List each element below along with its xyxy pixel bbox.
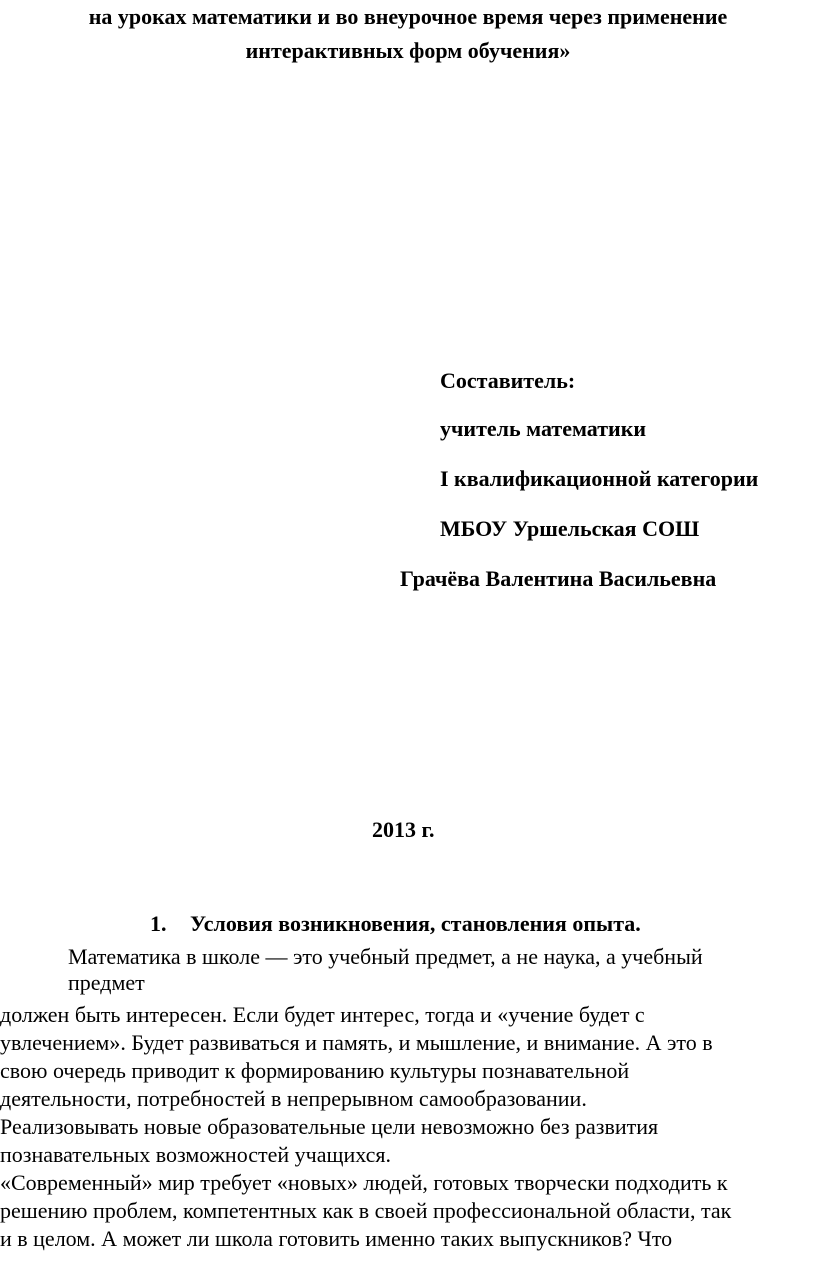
section-title: Условия возникновения, становления опыта. [190,911,641,936]
author-name: Грачёва Валентина Васильевна [400,566,717,591]
body-line: и в целом. А может ли школа готовить именно таких выпускников? Что [0,1226,673,1251]
author-role: учитель математики [440,416,647,441]
body-line: «Современный» мир требует «новых» людей, готовых творчески подходить к [0,1170,728,1195]
body-line: решению проблем, компетентных как в своей профессиональной области, так [0,1198,732,1223]
body-line: свою очередь приводит к формированию культуры познавательной [0,1058,630,1083]
body-line: Математика в школе — это учебный предмет, а не наука, а учебный [68,944,703,969]
section-heading [150,911,641,937]
author-label: Составитель: [440,368,576,393]
body-line: увлечением». Будет развиваться и память, и мышление, и внимание. А это в [0,1030,713,1055]
section-number: 1. [150,911,167,936]
body-line: деятельности, потребностей в непрерывном самообразовании. [0,1086,587,1111]
document-title-line-2: интерактивных форм обучения» [245,38,571,63]
body-line: должен быть интересен. Если будет интерес, тогда и «учение будет с [0,1002,645,1027]
document-year: 2013 г. [372,817,435,842]
body-line: предмет [68,970,145,995]
document-title-line-1: на уроках математики и во внеурочное время через применение [88,4,728,29]
author-school: МБОУ Уршельская СОШ [440,516,700,541]
body-line: познавательных возможностей учащихся. [0,1142,391,1167]
author-category: I квалификационной категории [440,466,759,491]
body-line: Реализовывать новые образовательные цели невозможно без развития [0,1114,659,1139]
